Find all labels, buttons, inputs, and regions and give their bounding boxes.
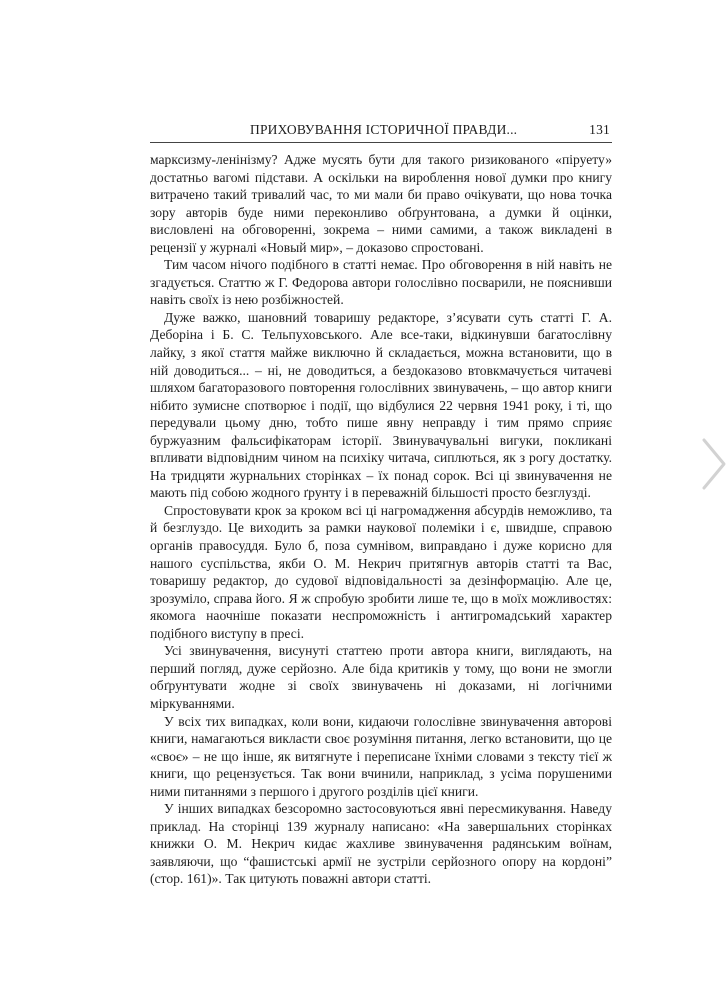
running-head-title: ПРИХОВУВАННЯ ІСТОРИЧНОЇ ПРАВДИ... xyxy=(250,122,518,137)
paragraph: У всіх тих випадках, коли вони, кидаючи голослівне звинувачення авторові книги, намагаються викласти своє розуміння питання, легко встановити, що це «своє» – не що інше, як витягнуте і переписане їхніми словами з тексту тієї ж книги, що рецензується. Так вони вчинили, наприклад, з усіма порушеними ними питаннями з першого і другого розділів цієї книги. xyxy=(150,713,612,799)
paragraph: У інших випадках безсоромно застосовуються явні пересмикування. Наведу приклад. На сторінці 139 журналу написано: «На завершальних сторінках книжки О. М. Некрич кидає жахливе звинувачення радянським воїнам, заявляючи, що “фашистські армії не зустріли серйозного опору на кордоні” (стор. 161)». Так цитують поважні автори статті. xyxy=(150,801,612,887)
paragraph: Спростовувати крок за кроком всі ці нагромадження абсурдів неможливо, та й безглуздо. Це виходить за рамки наукової полеміки і є, швидше, справою органів правосуддя. Було б, поза сумнівом, виправдано і дуже корисно для нашого суспільства, якби О. М. Некрич притягнув авторів статті та Вас, товаришу редактор, до судової відповідальності за дезінформацію. Але це, зрозуміло, справа його. Я ж спробую зробити лише те, що в моїх можливостях: якомога наочніше показати неспроможність і антигромадський характер подібного виступу в пресі. xyxy=(150,502,612,641)
running-head xyxy=(150,120,612,143)
page-body xyxy=(150,151,612,888)
paragraph: Дуже важко, шановний товаришу редакторе, з’ясувати суть статті Г. А. Деборіна і Б. С. Тельпуховського. Але все-таки, відкинувши багатослівну лайку, з якої стаття майже виключно й складається, можна встановити, що в ній доводиться... – ні, не доводиться, а бездоказово втовкмачується читачеві шляхом багаторазового повторення голослівних звинувачень, – що автор книги нібито зумисне спотворює і події, що відбулися 22 червня 1941 року, і ті, що передували цьому дню, тобто пише явну неправду і тим прямо сприяє буржуазним фальсифікаторам історії. Звинувачувальні вигуки, покликані впливати відповідним чином на психіку читача, сиплються, як з рогу достатку. На тридцяти журнальних сторінках – їх понад сорок. Всі ці звинувачення не мають під собою жодного ґрунту і в переважній більшості просто безглузді. xyxy=(150,309,612,501)
next-page-button[interactable] xyxy=(698,436,728,492)
paragraph: Усі звинувачення, висунуті статтею проти автора книги, виглядають, на перший погляд, дуже серйозно. Але біда критиків у тому, що вони не змогли обґрунтувати жодне зі своїх звинувачень ні доказами, ні логічними міркуваннями. xyxy=(150,643,612,711)
page-number: 131 xyxy=(589,122,610,137)
book-page xyxy=(150,120,612,888)
paragraph: марксизму-ленінізму? Адже мусять бути для такого ризикованого «піруету» достатньо вагомі підстави. А оскільки на вироблення нової думки про книгу витрачено такий тривалий час, то ми мали би право очікувати, що нова точка зору авторів буде ними переконливо обґрунтована, а думки й оцінки, висловлені на обговоренні, зокрема – ними самими, а також викладені в рецензії у журналі «Новый мир», – доказово спростовані. xyxy=(150,152,612,255)
paragraph: Тим часом нічого подібного в статті немає. Про обговорення в ній навіть не згадується. Статтю ж Г. Федорова автори голослівно посварили, не пояснивши навіть своїх із нею розбіжностей. xyxy=(150,257,612,308)
chevron-right-icon xyxy=(698,436,728,492)
